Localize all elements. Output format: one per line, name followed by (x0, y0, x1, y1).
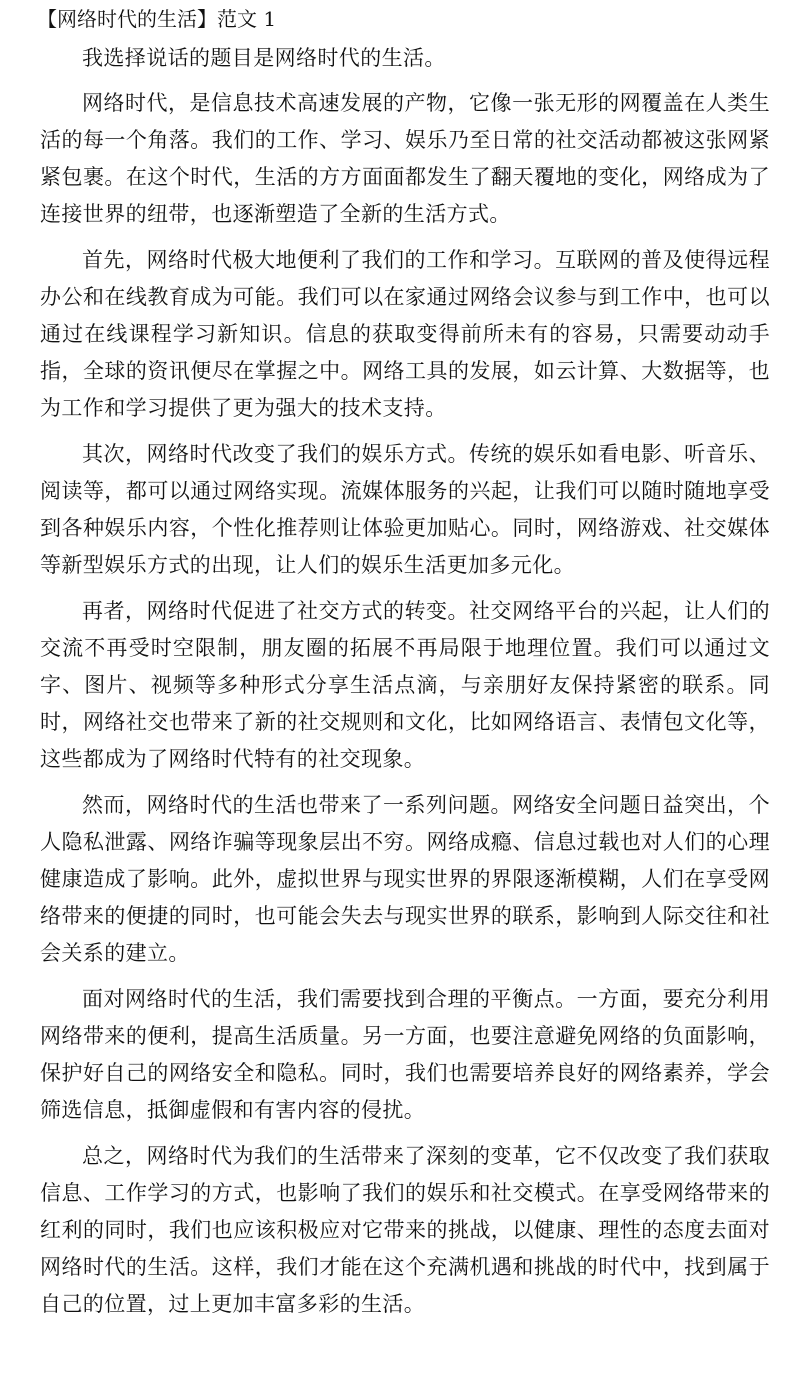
paragraph-intro: 我选择说话的题目是网络时代的生活。 (82, 46, 446, 70)
paragraph-overview: 网络时代，是信息技术高速发展的产物，它像一张无形的网覆盖在人类生活的每一个角落。我们的工作、学习、娱乐乃至日常的社交活动都被这张网紧紧包裹。在这个时代，生活的方方面面都发生了翻天覆地的变化，网络成为了连接世界的纽带，也逐渐塑造了全新的生活方式。 (40, 91, 770, 226)
paragraph-conclusion: 总之，网络时代为我们的生活带来了深刻的变革，它不仅改变了我们获取信息、工作学习的方式，也影响了我们的娱乐和社交模式。在享受网络带来的红利的同时，我们也应该积极应对它带来的挑战，以健康、理性的态度去面对网络时代的生活。这样，我们才能在这个充满机遇和挑战的时代中，找到属于自己的位置，过上更加丰富多彩的生活。 (40, 1144, 770, 1316)
paragraph-work-study: 首先，网络时代极大地便利了我们的工作和学习。互联网的普及使得远程办公和在线教育成为可能。我们可以在家通过网络会议参与到工作中，也可以通过在线课程学习新知识。信息的获取变得前所未有的容易，只需要动动手指，全球的资讯便尽在掌握之中。网络工具的发展，如云计算、大数据等，也为工作和学习提供了更为强大的技术支持。 (40, 248, 770, 420)
paragraph-balance: 面对网络时代的生活，我们需要找到合理的平衡点。一方面，要充分利用网络带来的便利，提高生活质量。另一方面，也要注意避免网络的负面影响，保护好自己的网络安全和隐私。同时，我们也需要培养良好的网络素养，学会筛选信息，抵御虚假和有害内容的侵扰。 (40, 987, 770, 1122)
paragraph-social: 再者，网络时代促进了社交方式的转变。社交网络平台的兴起，让人们的交流不再受时空限制，朋友圈的拓展不再局限于地理位置。我们可以通过文字、图片、视频等多种形式分享生活点滴，与亲朋好友保持紧密的联系。同时，网络社交也带来了新的社交规则和文化，比如网络语言、表情包文化等，这些都成为了网络时代特有的社交现象。 (40, 599, 770, 771)
paragraph-problems: 然而，网络时代的生活也带来了一系列问题。网络安全问题日益突出，个人隐私泄露、网络诈骗等现象层出不穷。网络成瘾、信息过载也对人们的心理健康造成了影响。此外，虚拟世界与现实世界的界限逐渐模糊，人们在享受网络带来的便捷的同时，也可能会失去与现实世界的联系，影响到人际交往和社会关系的建立。 (40, 793, 770, 965)
paragraph-entertainment: 其次，网络时代改变了我们的娱乐方式。传统的娱乐如看电影、听音乐、阅读等，都可以通过网络实现。流媒体服务的兴起，让我们可以随时随地享受到各种娱乐内容，个性化推荐则让体验更加贴心。同时，网络游戏、社交媒体等新型娱乐方式的出现，让人们的娱乐生活更加多元化。 (40, 442, 770, 577)
document-title: 【网络时代的生活】范文 1 (37, 7, 277, 31)
